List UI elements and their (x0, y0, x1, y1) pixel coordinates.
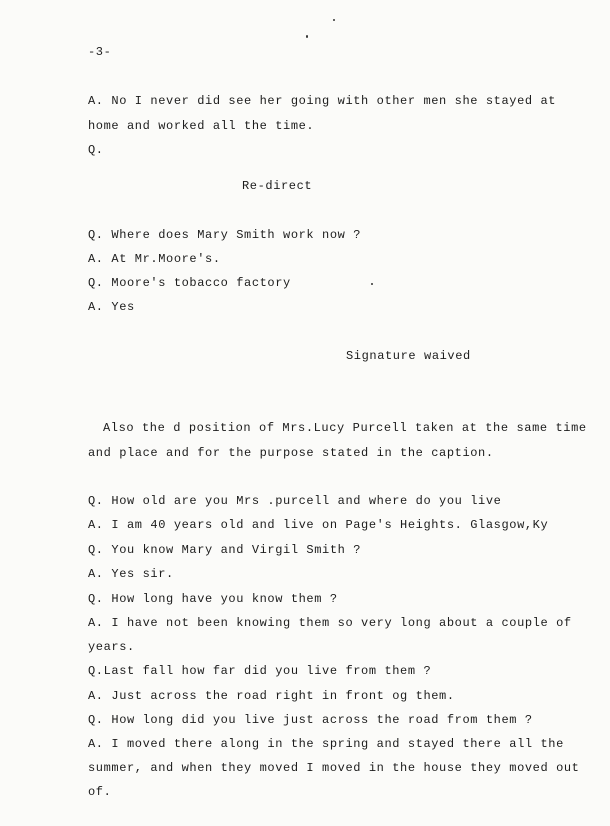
deposition-intro-line: and place and for the purpose stated in the caption. (88, 446, 494, 460)
testimony-line: A. I have not been knowing them so very long about a couple of (88, 616, 572, 630)
redirect-line: Q. Moore's tobacco factory (88, 276, 291, 290)
testimony-line: summer, and when they moved I moved in the house they moved out (88, 761, 580, 775)
testimony-line: Q. How long did you live just across the road from them ? (88, 713, 533, 727)
testimony-line: of. (88, 785, 112, 799)
page-number: -3- (88, 45, 112, 59)
testimony-line: years. (88, 640, 135, 654)
redirect-line: A. Yes (88, 300, 135, 314)
testimony-line: Q. You know Mary and Virgil Smith ? (88, 543, 362, 557)
paper-speck (371, 283, 373, 285)
paper-speck (333, 19, 335, 21)
paper-speck (306, 35, 308, 38)
testimony-line: Q. How long have you know them ? (88, 592, 338, 606)
deposition-intro-line: Also the d position of Mrs.Lucy Purcell taken at the same time (103, 421, 587, 435)
redirect-heading: Re-direct (242, 179, 313, 193)
cross-line: home and worked all the time. (88, 119, 315, 133)
testimony-line: A. I am 40 years old and live on Page's Heights. Glasgow,Ky (88, 518, 549, 532)
testimony-line: A. I moved there along in the spring and stayed there all the (88, 737, 564, 751)
signature-line: Signature waived (346, 349, 471, 363)
cross-line: A. No I never did see her going with other men she stayed at (88, 94, 557, 108)
testimony-line: A. Just across the road right in front og them. (88, 689, 455, 703)
redirect-line: Q. Where does Mary Smith work now ? (88, 228, 362, 242)
testimony-line: Q. How old are you Mrs .purcell and where do you live (88, 494, 502, 508)
testimony-line: Q.Last fall how far did you live from them ? (88, 664, 432, 678)
testimony-line: A. Yes sir. (88, 567, 174, 581)
redirect-line: A. At Mr.Moore's. (88, 252, 221, 266)
cross-line: Q. (88, 143, 104, 157)
